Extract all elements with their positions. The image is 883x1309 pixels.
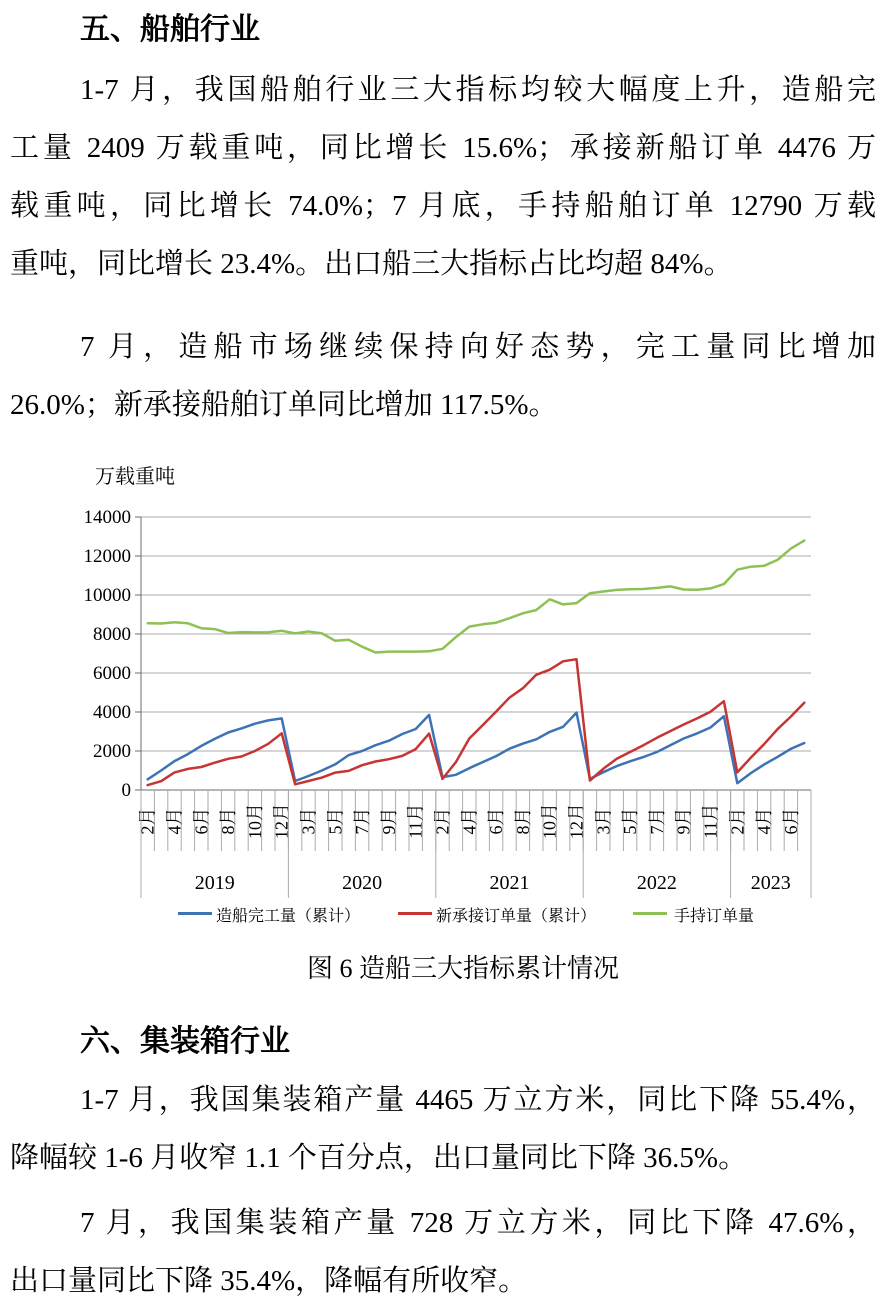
ship-indicators-line-chart	[55, 495, 835, 907]
x-axis-month-label: 8月	[218, 807, 239, 835]
legend-label-backlog: 手持订单量	[674, 908, 755, 925]
y-axis-label: 0	[121, 780, 131, 801]
legend-line-backlog-icon	[633, 912, 667, 915]
x-axis-month-label: 12月	[271, 803, 292, 839]
x-axis-month-label: 10月	[539, 803, 560, 839]
x-axis-month-label: 6月	[780, 807, 801, 835]
text-line: 26.0%；新承接船舶订单同比增加 117.5%。	[10, 389, 558, 421]
legend-label-completion: 造船完工量（累计）	[216, 908, 361, 925]
x-axis-month-label: 6月	[191, 807, 212, 835]
chart-unit-label: 万载重吨	[95, 466, 175, 488]
x-axis-month-label: 2月	[432, 807, 453, 835]
x-axis-month-label: 9月	[673, 807, 694, 835]
legend-item-new-orders	[398, 901, 618, 927]
x-axis-month-label: 2月	[137, 807, 158, 835]
x-axis-month-label: 3月	[593, 807, 614, 835]
x-axis-month-label: 3月	[298, 807, 319, 835]
x-axis-year-label: 2022	[636, 872, 677, 894]
x-axis-month-label: 11月	[405, 803, 426, 839]
x-axis-month-label: 4月	[164, 807, 185, 835]
x-axis-month-label: 7月	[352, 807, 373, 835]
y-axis-label: 6000	[93, 663, 131, 684]
series-line-backlog	[148, 541, 805, 653]
series-line-completion	[148, 713, 805, 784]
x-axis-month-label: 6月	[486, 807, 507, 835]
legend-line-new-orders-icon	[398, 912, 432, 915]
x-axis-month-label: 8月	[512, 807, 533, 835]
y-axis-label: 2000	[93, 741, 131, 762]
x-axis-month-label: 2月	[727, 807, 748, 835]
x-axis-year-label: 2019	[194, 872, 235, 894]
text-line: 载重吨，同比增长 74.0%；7 月底，手持船舶订单 12790 万载	[10, 190, 876, 222]
figure-caption: 图 6 造船三大指标累计情况	[306, 954, 619, 983]
x-axis-year-label: 2021	[489, 872, 530, 894]
legend-item-backlog	[633, 901, 793, 927]
legend-label-new-orders: 新承接订单量（累计）	[436, 908, 597, 925]
x-axis-year-label: 2023	[750, 872, 791, 894]
x-axis-month-label: 4月	[459, 807, 480, 835]
text-line: 出口量同比下降 35.4%，降幅有所收窄。	[10, 1265, 528, 1297]
y-axis-label: 10000	[83, 585, 131, 606]
y-axis-label: 4000	[93, 702, 131, 723]
legend-line-completion-icon	[178, 912, 212, 915]
x-axis-month-label: 7月	[646, 807, 667, 835]
x-axis-month-label: 4月	[754, 807, 775, 835]
x-axis-month-label: 5月	[325, 807, 346, 835]
text-line: 重吨，同比增长 23.4%。出口船三大指标占比均超 84%。	[10, 248, 733, 280]
text-line: 7 月，造船市场继续保持向好态势，完工量同比增加	[80, 331, 876, 363]
text-line: 工量 2409 万载重吨，同比增长 15.6%；承接新船订单 4476 万	[10, 132, 876, 164]
x-axis-month-label: 10月	[244, 803, 265, 839]
x-axis-year-label: 2020	[342, 872, 383, 894]
y-axis-label: 8000	[93, 624, 131, 645]
x-axis-month-label: 12月	[566, 803, 587, 839]
y-axis-label: 14000	[83, 507, 131, 528]
x-axis-month-label: 5月	[620, 807, 641, 835]
section-heading-container: 六、集装箱行业	[80, 1025, 290, 1058]
text-line: 7 月，我国集装箱产量 728 万立方米，同比下降 47.6%，	[80, 1207, 876, 1239]
x-axis-month-label: 11月	[700, 803, 721, 839]
text-line: 降幅较 1-6 月收窄 1.1 个百分点，出口量同比下降 36.5%。	[10, 1142, 748, 1174]
text-line: 1-7 月，我国集装箱产量 4465 万立方米，同比下降 55.4%，	[80, 1084, 876, 1116]
x-axis-month-label: 9月	[378, 807, 399, 835]
legend-item-completion	[178, 901, 378, 927]
text-line: 1-7 月，我国船舶行业三大指标均较大幅度上升，造船完	[80, 74, 876, 106]
chart-legend	[0, 901, 883, 927]
y-axis-label: 12000	[83, 546, 131, 567]
section-heading-shipbuilding: 五、船舶行业	[80, 13, 260, 46]
